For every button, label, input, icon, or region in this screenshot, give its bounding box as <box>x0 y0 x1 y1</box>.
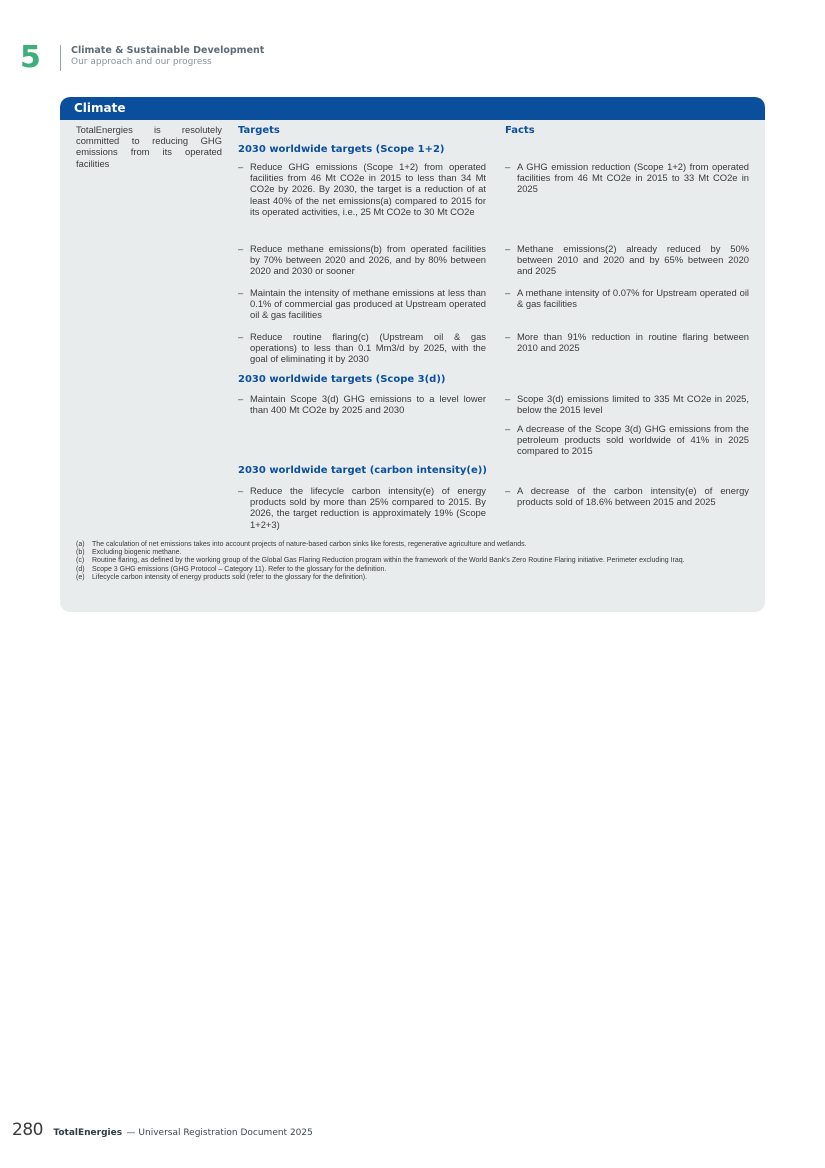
fact-item <box>505 393 749 415</box>
chapter-title: Climate & Sustainable Development <box>71 45 265 56</box>
fact-text: Scope 3(d) emissions limited to 335 Mt CO2e in 2025, below the 2015 level <box>517 393 749 416</box>
footer-brand: TotalEnergies <box>53 1128 123 1138</box>
section-heading-scope12: 2030 worldwide targets (Scope 1+2) <box>238 144 445 155</box>
footnote-key: (e) <box>76 573 85 581</box>
target-text: Maintain the intensity of methane emissions at less than 0.1% of commercial gas produced at Upstream operated oil & gas facilities <box>250 287 486 321</box>
footnote <box>76 541 754 549</box>
footer-document: — Universal Registration Document 2025 <box>126 1128 313 1138</box>
targets-heading: Targets <box>238 125 280 136</box>
target-text: Reduce the lifecycle carbon intensity(e) of energy products sold by more than 25% compared to 2015. By 2026, the target reduction is approximately 19% (Scope 1+2+3) <box>250 485 486 530</box>
fact-text: A decrease of the Scope 3(d) GHG emissions from the petroleum products sold worldwide of 41% in 2025 compared to 2015 <box>517 423 749 457</box>
fact-item <box>505 485 749 507</box>
target-item <box>238 161 486 217</box>
footnote-text: Excluding biogenic methane. <box>92 549 182 557</box>
header-divider <box>60 45 61 71</box>
footnote-key: (a) <box>76 541 85 548</box>
footnote <box>76 574 754 582</box>
fact-item <box>505 331 749 353</box>
fact-item <box>505 243 749 277</box>
footnote <box>76 549 754 557</box>
fact-text: A methane intensity of 0.07% for Upstream operated oil & gas facilities <box>517 287 749 310</box>
footnote-text: The calculation of net emissions takes into account projects of nature-based carbon sinks like forests, regenerative agriculture and wetlands. <box>92 541 527 548</box>
fact-text: Methane emissions(2) already reduced by 50% between 2010 and 2020 and by 65% between 2020 and 2025 <box>517 243 749 277</box>
card-header <box>60 97 765 120</box>
fact-text: A decrease of the carbon intensity(e) of energy products sold of 18.6% between 2015 and 2025 <box>517 485 749 508</box>
footnote-text: Routine flaring, as defined by the working group of the Global Gas Flaring Reduction program within the framework of the World Bank's Zero Routine Flaring initiative. Perimeter excluding Iraq. <box>92 557 685 565</box>
fact-item <box>505 287 749 309</box>
card-title: Climate <box>74 101 126 115</box>
fact-item <box>505 161 749 195</box>
footnote <box>76 557 754 565</box>
target-item <box>238 485 486 530</box>
climate-card <box>60 97 765 612</box>
page-number: 280 <box>12 1120 43 1140</box>
section-heading-intensity: 2030 worldwide target (carbon intensity(e)) <box>238 465 487 476</box>
target-item <box>238 287 486 321</box>
footnote-text: Scope 3 GHG emissions (GHG Protocol – Category 11). Refer to the glossary for the definition. <box>92 565 387 573</box>
target-item <box>238 243 486 277</box>
target-text: Reduce routine flaring(c) (Upstream oil & gas operations) to less than 0.1 Mm3/d by 2025, with the goal of eliminating it by 2030 <box>250 331 486 365</box>
chapter-subtitle: Our approach and our progress <box>71 57 212 67</box>
footnote-key: (c) <box>76 557 85 565</box>
section-heading-scope3: 2030 worldwide targets (Scope 3(d)) <box>238 374 446 385</box>
target-item <box>238 393 486 415</box>
fact-item <box>505 423 749 457</box>
target-item <box>238 331 486 365</box>
footnote <box>76 566 754 574</box>
footnote-text: Lifecycle carbon intensity of energy products sold (refer to the glossary for the definition). <box>92 573 368 581</box>
fact-text: More than 91% reduction in routine flaring between 2010 and 2025 <box>517 331 749 354</box>
page-footer <box>12 1120 313 1140</box>
footnote-key: (b) <box>76 549 85 557</box>
target-text: Reduce GHG emissions (Scope 1+2) from operated facilities from 46 Mt CO2e in 2015 to less than 34 Mt CO2e by 2026. By 2030, the target is a reduction of at least 40% of the net emissions(a) compared to 2015 for its operated activities, i.e., 25 Mt CO2e to 30 Mt CO2e <box>250 161 486 217</box>
footnotes <box>76 541 754 582</box>
fact-text: A GHG emission reduction (Scope 1+2) from operated facilities from 46 Mt CO2e in 2015 to 33 Mt CO2e in 2025 <box>517 161 749 195</box>
footnote-key: (d) <box>76 565 85 573</box>
target-text: Maintain Scope 3(d) GHG emissions to a level lower than 400 Mt CO2e by 2025 and 2030 <box>250 393 486 416</box>
intro-text: TotalEnergies is resolutely committed to reducing GHG emissions from its operated facilities <box>76 124 222 169</box>
chapter-number: 5 <box>20 40 41 75</box>
target-text: Reduce methane emissions(b) from operated facilities by 70% between 2020 and 2026, and by 80% between 2020 and 2030 or sooner <box>250 243 486 277</box>
facts-heading: Facts <box>505 125 535 136</box>
